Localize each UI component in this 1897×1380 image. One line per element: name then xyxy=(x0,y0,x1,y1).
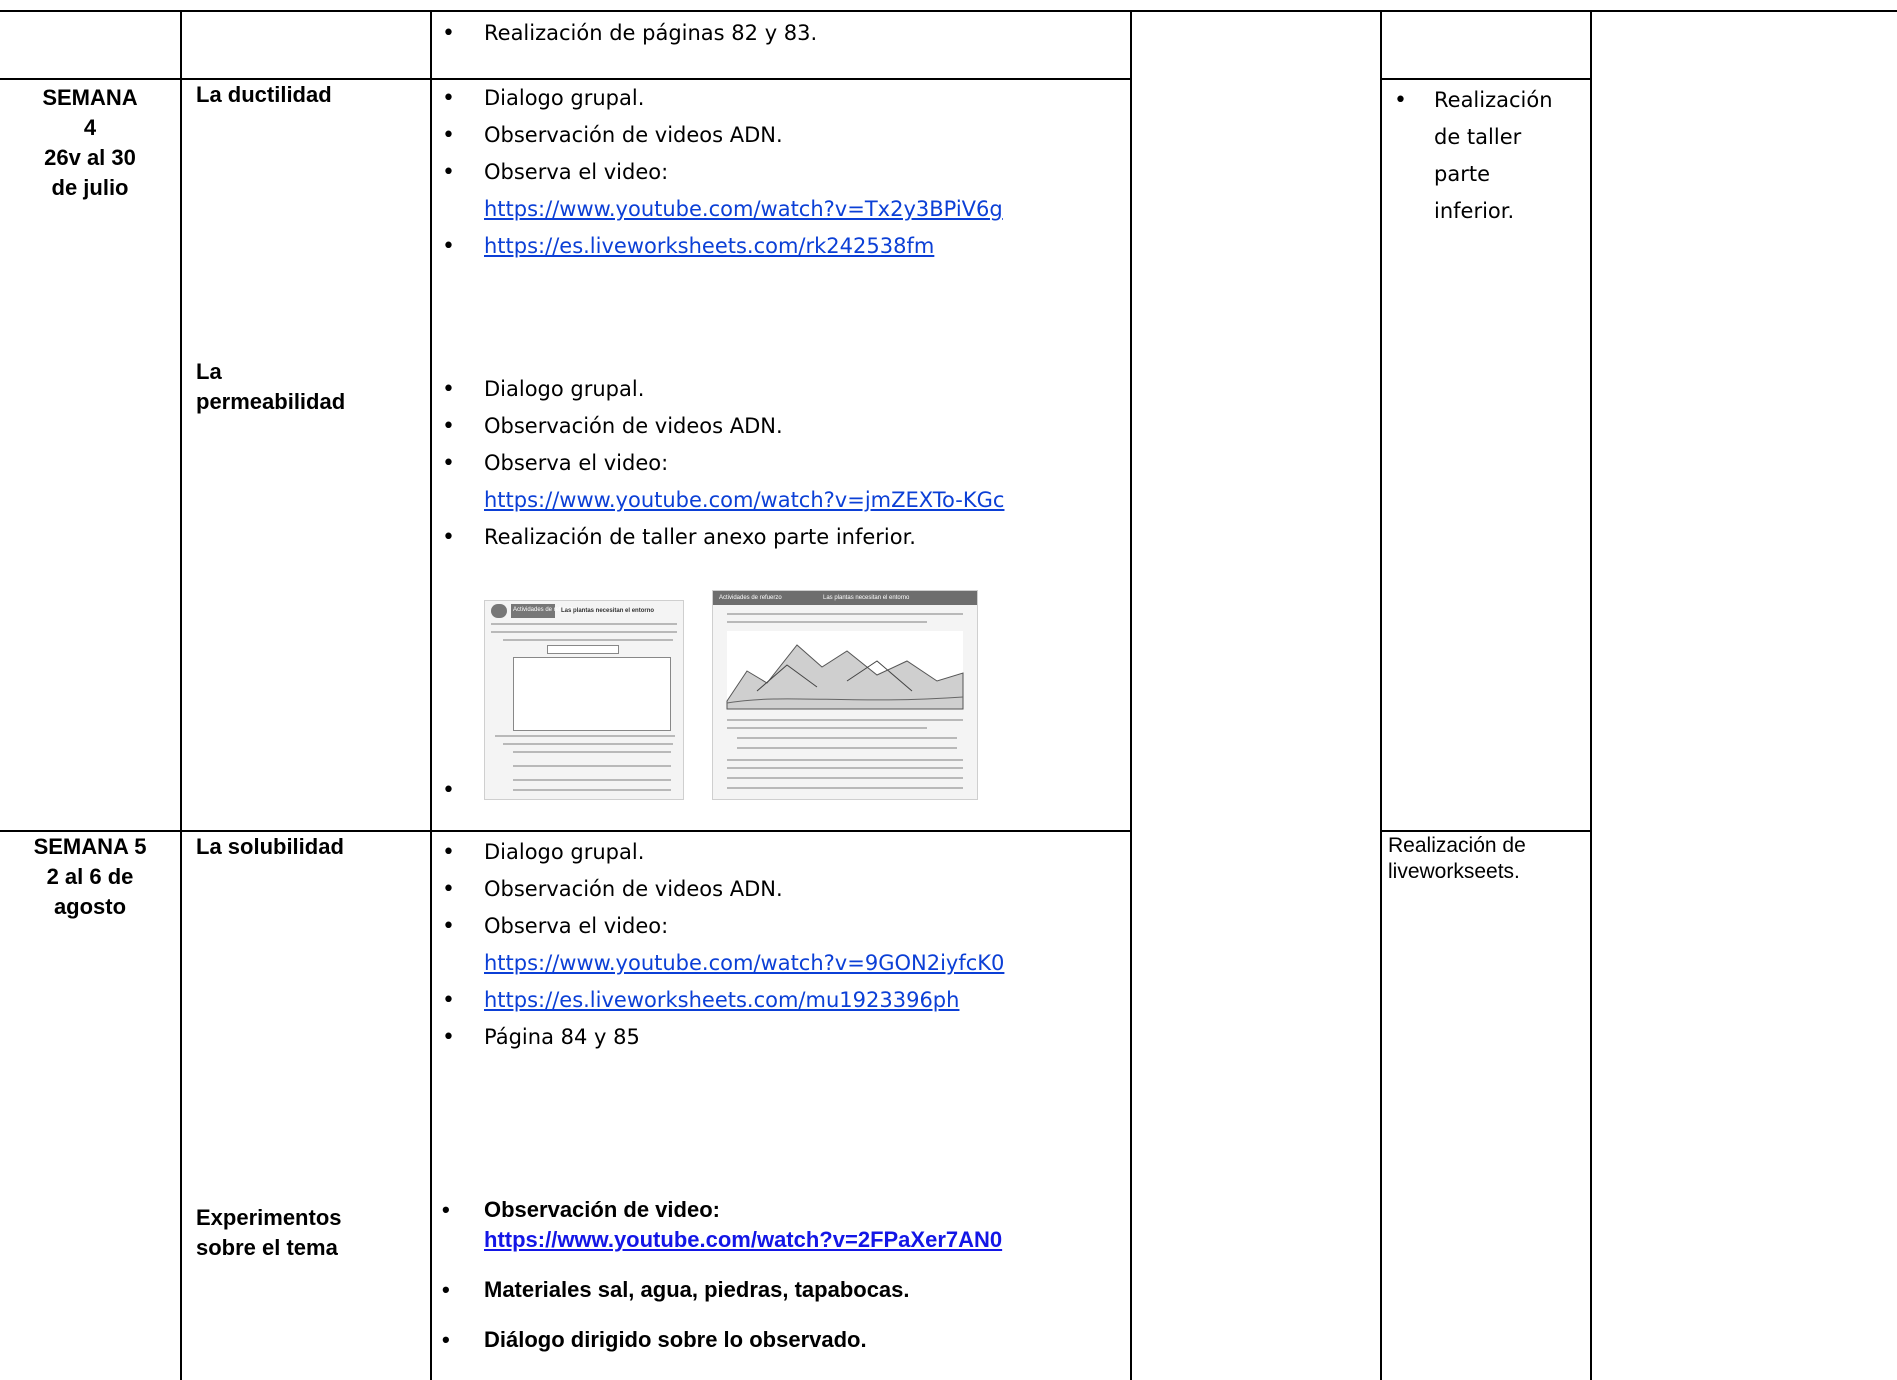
eval-line: Realización de xyxy=(1388,834,1526,857)
week-5-label xyxy=(10,832,170,922)
eval-line: inferior. xyxy=(1434,199,1515,223)
liveworksheets-link[interactable]: https://es.liveworksheets.com/rk242538fm xyxy=(484,234,935,258)
worksheet-line xyxy=(491,623,677,625)
week-label-line: de julio xyxy=(51,175,129,200)
eval-line: parte xyxy=(1434,162,1490,186)
worksheet-logo xyxy=(491,604,507,618)
topic-line: La xyxy=(196,359,222,384)
youtube-link[interactable]: https://www.youtube.com/watch?v=Tx2y3BPiV6g xyxy=(484,197,1003,221)
week-label-line: agosto xyxy=(53,894,127,919)
ductilidad-activities xyxy=(432,80,1122,265)
list-item: • Realización de taller anexo parte inferior. xyxy=(432,519,1122,556)
week-label-line: 26v al 30 xyxy=(44,145,136,170)
col-divider-1 xyxy=(180,10,182,1380)
list-item-text: Observa el video: xyxy=(484,160,669,184)
row2-evaluation xyxy=(1388,833,1578,885)
topic-permeabilidad xyxy=(196,357,345,417)
list-item: • Diálogo dirigido sobre lo observado. xyxy=(432,1325,1122,1355)
worksheet-line xyxy=(737,737,957,739)
worksheet-line xyxy=(727,613,963,615)
list-item xyxy=(1382,82,1582,230)
topic-solubilidad: La solubilidad xyxy=(196,834,344,859)
worksheet-image-left xyxy=(484,600,684,800)
worksheet-line xyxy=(727,727,927,729)
topic-ductilidad: La ductilidad xyxy=(196,82,332,107)
empty-bullet: • xyxy=(442,778,455,803)
list-item: • Página 84 y 85 xyxy=(432,1019,1122,1056)
col-divider-5 xyxy=(1590,10,1592,1380)
worksheet-line xyxy=(513,779,671,781)
table-border-top xyxy=(0,10,1897,12)
list-item-text: Observación de video: xyxy=(484,1197,720,1222)
youtube-link[interactable]: https://www.youtube.com/watch?v=2FPaXer7AN0 xyxy=(484,1227,1003,1252)
worksheet-image-right xyxy=(712,590,978,800)
row-divider-2b xyxy=(1380,830,1590,832)
row-divider-1b xyxy=(1380,78,1590,80)
worksheet-line xyxy=(727,759,963,761)
permeabilidad-activities xyxy=(432,371,1122,556)
solubilidad-activities xyxy=(432,834,1122,1056)
worksheet-line xyxy=(727,777,963,779)
worksheet-line xyxy=(503,743,673,745)
worksheet-drawing-box xyxy=(513,657,671,731)
topic-line: permeabilidad xyxy=(196,389,346,414)
list-item-text: Observa el video: xyxy=(484,451,669,475)
worksheet-line xyxy=(727,719,963,721)
col-divider-3 xyxy=(1130,10,1132,1380)
list-item xyxy=(432,228,1122,265)
list-item: • Observación de videos ADN. xyxy=(432,117,1122,154)
eval-line: • Realización xyxy=(1434,88,1553,112)
list-item xyxy=(432,154,1122,228)
week-label-line: SEMANA 5 xyxy=(33,834,147,859)
list-item: • Dialogo grupal. xyxy=(432,371,1122,408)
youtube-link[interactable]: https://www.youtube.com/watch?v=9GON2iyfcK0 xyxy=(484,951,1005,975)
worksheet-line xyxy=(513,789,671,791)
experimentos-activities xyxy=(432,1195,1122,1355)
worksheet-line xyxy=(727,787,963,789)
list-item: • Dialogo grupal. xyxy=(432,80,1122,117)
list-item xyxy=(432,908,1122,982)
worksheet-line xyxy=(503,639,673,641)
topic-experimentos xyxy=(196,1203,342,1263)
worksheet-line xyxy=(727,621,927,623)
week-label-line: 2 al 6 de xyxy=(46,864,134,889)
worksheet-tag-text: Actividades de refuerzo xyxy=(719,595,782,601)
topic-line: sobre el tema xyxy=(196,1235,338,1260)
week-label-line: 4 xyxy=(83,115,97,140)
worksheet-line xyxy=(513,751,671,753)
worksheet-title: Las plantas necesitan el entorno xyxy=(823,595,910,601)
list-item: • Realización de páginas 82 y 83. xyxy=(432,15,1122,52)
worksheet-title: Las plantas necesitan el entorno xyxy=(561,608,655,614)
worksheet-line xyxy=(727,767,963,769)
list-item xyxy=(432,1195,1122,1255)
youtube-link[interactable]: https://www.youtube.com/watch?v=jmZEXTo-KGc xyxy=(484,488,1005,512)
worksheet-line xyxy=(737,747,957,749)
list-item: • Observación de videos ADN. xyxy=(432,408,1122,445)
list-item xyxy=(432,982,1122,1019)
eval-line: de taller xyxy=(1434,125,1522,149)
topic-line: Experimentos xyxy=(196,1205,342,1230)
eval-line: liveworkseets. xyxy=(1388,860,1520,883)
worksheet-line xyxy=(513,765,671,767)
list-item: • Observación de videos ADN. xyxy=(432,871,1122,908)
week-4-label xyxy=(10,83,170,203)
worksheet-pill xyxy=(547,645,619,654)
liveworksheets-link[interactable]: https://es.liveworksheets.com/mu1923396ph xyxy=(484,988,960,1012)
list-item: • Dialogo grupal. xyxy=(432,834,1122,871)
row0-activities xyxy=(432,15,1122,52)
list-item xyxy=(432,445,1122,519)
worksheet-tag-text: Actividades de refuerzo xyxy=(513,607,576,613)
worksheet-line xyxy=(491,631,677,633)
list-item: • Materiales sal, agua, piedras, tapabocas. xyxy=(432,1275,1122,1305)
week-label-line: SEMANA xyxy=(42,85,138,110)
list-item-text: Observa el video: xyxy=(484,914,669,938)
mountain-illustration xyxy=(727,631,963,709)
row1-evaluation xyxy=(1382,82,1582,230)
worksheet-line xyxy=(495,735,675,737)
